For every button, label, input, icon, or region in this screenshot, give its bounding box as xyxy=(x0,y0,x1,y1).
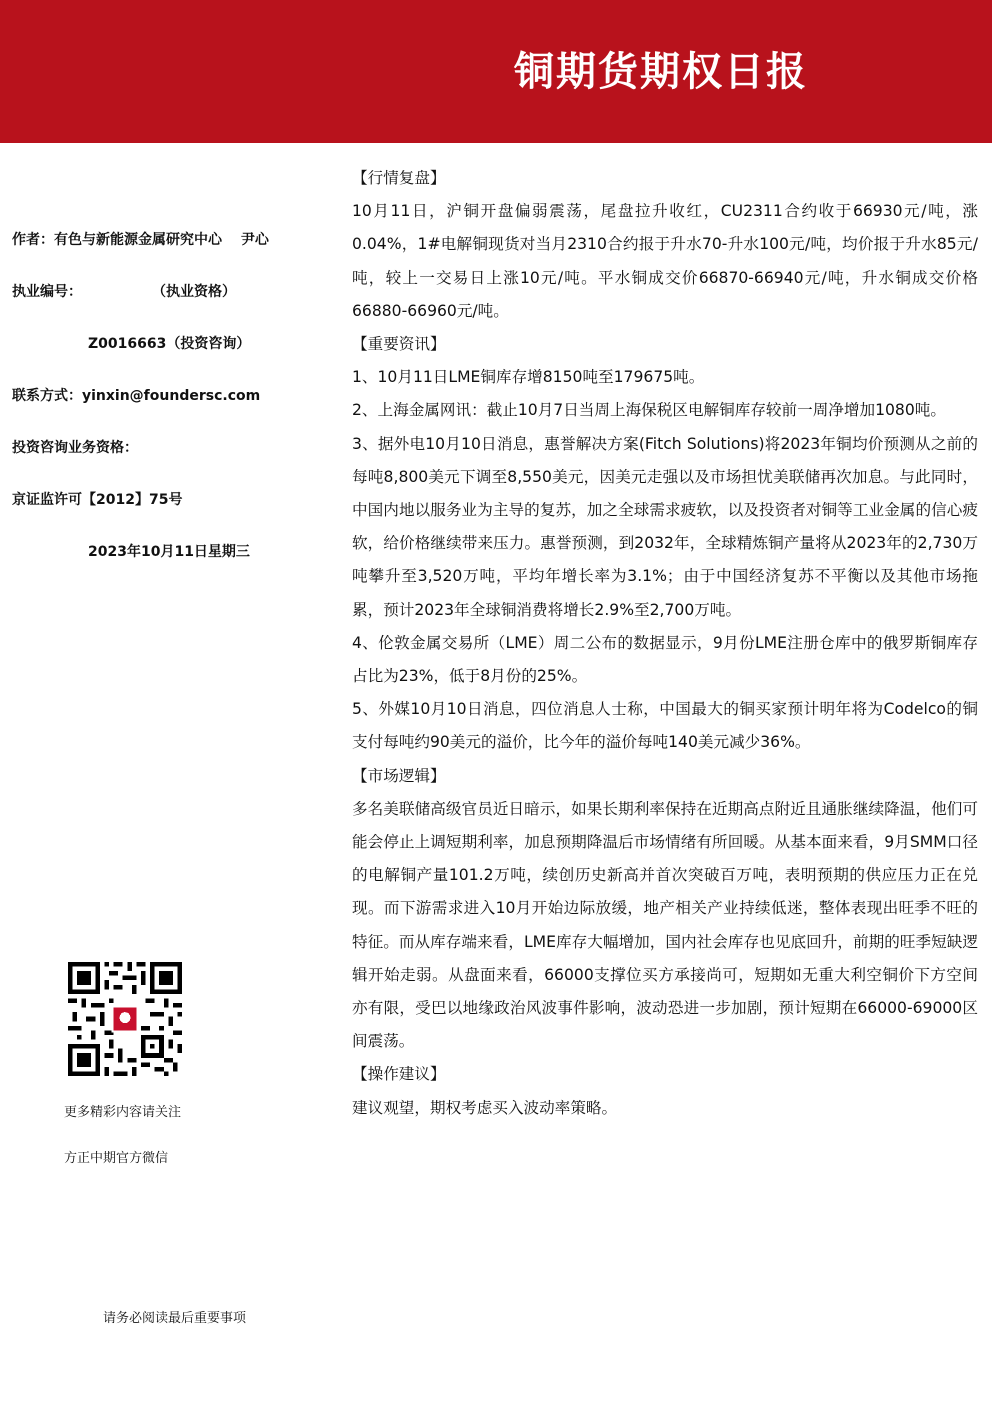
news-item-4: 4、伦敦金属交易所（LME）周二公布的数据显示，9月份LME注册仓库中的俄罗斯铜库存占比为23%，低于8月份的25%。 xyxy=(352,633,978,686)
header-band xyxy=(0,0,992,143)
news-item-2: 2、上海金属网讯：截止10月7日当周上海保税区电解铜库存较前一周净增加1080吨。 xyxy=(352,401,946,420)
news-item-3: 3、据外电10月10日消息，惠誉解决方案(Fitch Solutions)将2023年铜均价预测从之前的每吨8,800美元下调至8,550美元，因美元走强以及市场担忧美联储再次加息。与此同时，中国内地以服务业为主导的复苏，加之全球需求疲软，以及投资者对铜等工业金属的信心疲软，给价格继续带来压力。惠誉预测，到2032年，全球精炼铜产量将从2023年的2,730万吨攀升至3,520万吨，平均年增长率为3.1%；由于中国经济复苏不平衡以及其他市场拖累，预计2023年全球铜消费将增长2.9%至2,700万吨。 xyxy=(352,434,978,619)
qr-caption-follow: 更多精彩内容请关注 xyxy=(64,1105,182,1120)
news-item-1: 1、10月11日LME铜库存增8150吨至179675吨。 xyxy=(352,368,705,387)
report-title: 铜期货期权日报 xyxy=(514,49,808,95)
advice-paragraph: 建议观望，期权考虑买入波动率策略。 xyxy=(352,1098,618,1117)
section-heading-advice: 【操作建议】 xyxy=(352,1065,446,1084)
qualification-line: 投资咨询业务资格： xyxy=(12,440,138,456)
contact-line: 联系方式：yinxin@foundersc.com xyxy=(12,388,261,404)
qr-caption-wechat: 方正中期官方微信 xyxy=(64,1151,169,1166)
section-heading-market-review: 【行情复盘】 xyxy=(352,169,446,187)
report-body xyxy=(352,162,978,1125)
qr-code-icon xyxy=(68,962,182,1076)
market-review-paragraph: 10月11日，沪铜开盘偏弱震荡，尾盘拉升收红，CU2311合约收于66930元/吨，涨0.04%，1#电解铜现货对当月2310合约报于升水70-升水100元/吨，均价报于升水85元/吨，较上一交易日上涨10元/吨。平水铜成交价66870-66940元/吨，升水铜成交价格66880-66960元/吨。 xyxy=(352,202,978,320)
author-line: 作者：有色与新能源金属研究中心 尹心 xyxy=(12,232,269,248)
news-item-5: 5、外媒10月10日消息，四位消息人士称，中国最大的铜买家预计明年将为Codelco的铜支付每吨约90美元的溢价，比今年的溢价每吨140美元减少36%。 xyxy=(352,700,978,752)
market-logic-paragraph: 多名美联储高级官员近日暗示，如果长期利率保持在近期高点附近且通胀继续降温，他们可能会停止上调短期利率，加息预期降温后市场情绪有所回暖。从基本面来看，9月SMM口径的电解铜产量101.2万吨，续创历史新高并首次突破百万吨，表明预期的供应压力正在兑现。而下游需求进入10月开始边际放缓，地产相关产业持续低迷，整体表现出旺季不旺的特征。而从库存端来看，LME库存大幅增加，国内社会库存也见底回升，前期的旺季短缺逻辑开始走弱。从盘面来看，66000支撑位买方承接尚可，短期如无重大利空铜价下方空间亦有限，受巴以地缘政治风波事件影响，波动恐进一步加剧，预计短期在66000-69000区间震荡。 xyxy=(352,799,978,1051)
license-line: 执业编号： （执业资格） xyxy=(12,284,236,300)
section-heading-key-news: 【重要资讯】 xyxy=(352,335,446,354)
section-heading-market-logic: 【市场逻辑】 xyxy=(352,766,446,785)
consult-line: Z0016663（投资咨询） xyxy=(88,336,251,352)
footer-disclaimer-note: 请务必阅读最后重要事项 xyxy=(103,1311,247,1326)
report-date: 2023年10月11日星期三 xyxy=(88,544,250,560)
permit-line: 京证监许可【2012】75号 xyxy=(12,492,183,508)
